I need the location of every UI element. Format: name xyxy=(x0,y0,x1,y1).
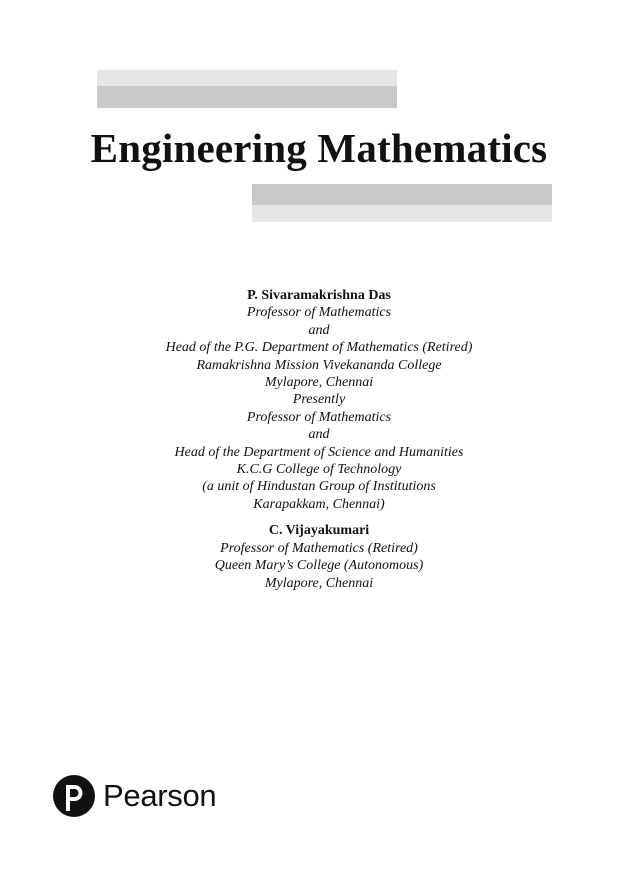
author-name: C. Vijayakumari xyxy=(268,523,370,539)
author-block xyxy=(0,287,638,592)
affiliation-line: Head of the Department of Science and Humanities xyxy=(174,444,464,460)
affiliation-line: Presently xyxy=(292,392,346,408)
decorative-bar-top-light xyxy=(97,70,397,86)
decorative-bar-bottom-light xyxy=(252,205,552,222)
affiliation-line: K.C.G College of Technology xyxy=(236,462,402,478)
affiliation-line: Queen Mary’s College (Autonomous) xyxy=(214,558,424,574)
affiliation-line: Karapakkam, Chennai) xyxy=(253,496,385,512)
book-title: Engineering Mathematics xyxy=(90,125,548,171)
decorative-bar-bottom-dark xyxy=(252,184,552,205)
affiliation-line: and xyxy=(308,322,330,338)
affiliation-line: Ramakrishna Mission Vivekananda College xyxy=(196,357,442,373)
publisher-logo xyxy=(53,775,216,817)
publisher-name: Pearson xyxy=(103,778,217,813)
author-2 xyxy=(0,522,638,592)
affiliation-line: Head of the P.G. Department of Mathematics (Retired) xyxy=(165,340,473,356)
affiliation-line: Professor of Mathematics xyxy=(246,305,392,321)
pearson-p-logo-icon xyxy=(53,775,95,817)
author-name: P. Sivaramakrishna Das xyxy=(247,288,391,303)
affiliation-line: Professor of Mathematics xyxy=(246,409,392,425)
affiliation-line: Mylapore, Chennai xyxy=(264,575,374,591)
affiliation-line: and xyxy=(308,427,330,443)
affiliation-line: Professor of Mathematics (Retired) xyxy=(220,540,418,556)
affiliation-line: Mylapore, Chennai xyxy=(264,375,374,391)
author-1 xyxy=(0,287,638,513)
decorative-bar-top-dark xyxy=(97,86,397,108)
affiliation-line: (a unit of Hindustan Group of Institutions xyxy=(202,479,436,495)
